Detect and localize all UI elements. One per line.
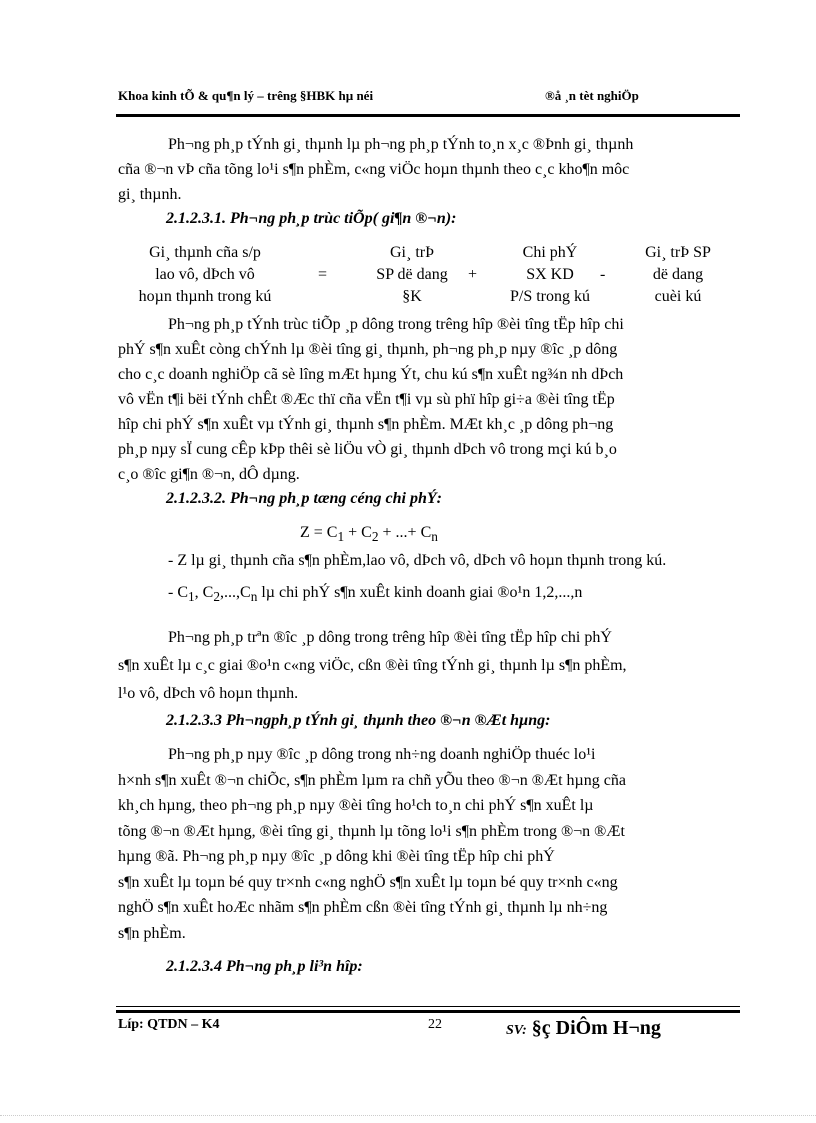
page-bottom-border — [0, 1115, 816, 1116]
heading-2-1-2-3-4: 2.1.2.3.4 Ph¬ng ph¸p li³n hîp: — [166, 958, 363, 975]
para3-line: s¶n xuÊt lµ c¸c giai ®o¹n c«ng viÖc, cßn ®èi tîng tÝnh gi¸ thµnh lµ s¶n phÈm, — [118, 657, 627, 674]
para2-line: hîp chi phÝ s¶n xuÊt vµ tÝnh gi¸ thµnh s¶n phÈm. MÆt kh¸c ¸p dông ph¬ng — [118, 416, 614, 433]
para4-line: h×nh s¶n xuÊt ®¬n chiÕc, s¶n phÈm lµm ra chñ yÕu theo ®¬n ®Æt hµng cña — [118, 771, 626, 789]
para4-line: s¶n phÈm. — [118, 924, 186, 942]
para4-line: s¶n xuÊt lµ toµn bé quy tr×nh c«ng nghÖ s¶n xuÊt lµ toµn bé quy tr×nh c«ng — [118, 873, 618, 891]
para4-line: kh¸ch hµng, theo ph¬ng ph¸p nµy ®èi tîng ho¹ch to¸n chi phÝ s¶n xuÊt lµ — [118, 797, 594, 814]
formula-text: SP dë dang — [376, 266, 448, 283]
formula-sub: 1 — [337, 529, 345, 545]
formula-text: cuèi kú — [654, 288, 702, 305]
para2-line: Ph¬ng ph¸p tÝnh trùc tiÕp ¸p dông trong trêng hîp ®èi tîng tËp hîp chi — [168, 316, 624, 333]
formula-text: lao vô, dÞch vô — [155, 266, 255, 283]
formula-total-cost — [300, 522, 500, 548]
para4-line: nghÖ s¶n xuÊt hoÆc nhãm s¶n phÈm cßn ®èi tîng tÝnh gi¸ thµnh lµ nh÷ng — [118, 899, 608, 916]
para2-line: phÝ s¶n xuÊt còng chÝnh lµ ®èi tîng gi¸ thµnh, ph¬ng ph¸p nµy ®îc ¸p dông — [118, 341, 618, 358]
formula-text: SX KD — [526, 266, 574, 283]
para2-line: c¸o ®îc gi¶n ®¬n, dÔ dµng. — [118, 466, 300, 483]
heading-2-1-2-3-3: 2.1.2.3.3 Ph¬ngph¸p tÝnh gi¸ thµnh theo ®¬n ®Æt hµng: — [166, 712, 551, 729]
footer-class: Líp: QTDN – K4 — [118, 1017, 220, 1032]
bullet-sub: 2 — [213, 589, 221, 605]
formula-text: Chi phÝ — [522, 244, 578, 261]
header-rule — [116, 114, 740, 117]
bullet-text: lµ chi phÝ s¶n xuÊt kinh doanh giai ®o¹n 1,2,...,n — [257, 584, 583, 601]
bullet-text: , C — [194, 584, 214, 601]
bullet-sub: 1 — [188, 589, 195, 605]
paragraph-4 — [118, 742, 740, 946]
bullet-c-definition — [168, 584, 582, 605]
formula-direct-method — [130, 242, 750, 312]
para1-line: cña ®¬n vÞ cña tõng lo¹i s¶n phÈm, c«ng viÖc hoµn thµnh theo c¸c kho¶n môc — [118, 161, 630, 178]
para2-line: cho c¸c doanh nghiÖp cã sè lîng mÆt hµng Ýt, chu kú s¶n xuÊt ng¾n nh dÞch — [118, 366, 624, 383]
para4-line: hµng ®ã. Ph¬ng ph¸p nµy ®îc ¸p dông khi ®èi tîng tËp hîp chi phÝ — [118, 848, 555, 865]
formula-op-equals: = — [318, 266, 328, 283]
bullet-text: - C — [168, 584, 188, 601]
paragraph-3 — [118, 624, 740, 708]
para2-line: ph¸p nµy sÏ cung cÊp kÞp thêi sè liÖu vÒ gi¸ thµnh dÞch vô trong mçi kú b¸o — [118, 441, 617, 458]
paragraph-2 — [118, 312, 740, 487]
para4-line: Ph¬ng ph¸p nµy ®îc ¸p dông trong nh÷ng doanh nghiÖp thuéc lo¹i — [168, 746, 596, 763]
header-right: ®å ¸n tèt nghiÖp — [545, 88, 639, 103]
formula-text: Z = C — [300, 524, 338, 541]
formula-text: + ...+ C — [378, 524, 432, 541]
paragraph-1 — [118, 132, 740, 207]
formula-text: §K — [402, 288, 422, 305]
bullet-z-definition: - Z lµ gi¸ thµnh cña s¶n phÈm,lao vô, dÞch vô, dÞch vô hoµn thµnh trong kú. — [168, 552, 667, 569]
formula-sub: 2 — [371, 529, 379, 545]
formula-text: + C — [344, 524, 372, 541]
heading-2-1-2-3-2: 2.1.2.3.2. Ph¬ng ph¸p tæng céng chi phÝ: — [166, 490, 442, 507]
para4-line: tõng ®¬n ®Æt hµng, ®èi tîng gi¸ thµnh lµ tõng lo¹i s¶n phÈm trong ®¬n ®Æt — [118, 822, 625, 840]
header-left: Khoa kinh tÕ & qu¶n lý – trêng §HBK hµ néi — [118, 88, 374, 103]
heading-2-1-2-3-1: 2.1.2.3.1. Ph¬ng ph¸p trùc tiÕp( gi¶n ®¬n): — [166, 210, 457, 227]
footer-sv-name: §ç DiÔm H¬ng — [526, 1017, 661, 1039]
para3-line: l¹o vô, dÞch vô hoµn thµnh. — [118, 685, 299, 702]
footer-student — [506, 1017, 661, 1040]
formula-text: Gi¸ trÞ — [390, 244, 434, 261]
para3-line: Ph¬ng ph¸p trªn ®îc ¸p dông trong trêng hîp ®èi tîng tËp hîp chi phÝ — [168, 629, 612, 646]
formula-term-wip-end — [626, 242, 730, 308]
para1-line: Ph¬ng ph¸p tÝnh gi¸ thµnh lµ ph¬ng ph¸p tÝnh to¸n x¸c ®Þnh gi¸ thµnh — [168, 136, 634, 153]
formula-text: hoµn thµnh trong kú — [138, 288, 272, 305]
para1-line: gi¸ thµnh. — [118, 186, 182, 203]
formula-op-plus: + — [468, 266, 478, 283]
page-number: 22 — [428, 1017, 442, 1032]
bullet-sub: n — [250, 589, 258, 605]
formula-term-period-cost — [490, 242, 610, 308]
footer-rule-thick — [116, 1010, 740, 1013]
footer-sv-label: SV: — [506, 1023, 527, 1038]
formula-op-minus: - — [600, 266, 606, 283]
bullet-text: ,...,C — [220, 584, 251, 601]
formula-text: Gi¸ thµnh cña s/p — [149, 244, 261, 261]
formula-text: Gi¸ trÞ SP — [645, 244, 711, 261]
para2-line: vô vËn t¶i bëi tÝnh chÊt ®Æc thï cña vËn t¶i vµ sù phï hîp gi÷a ®èi tîng tËp — [118, 391, 615, 408]
formula-text: P/S trong kú — [509, 288, 590, 305]
formula-term-cost — [130, 242, 280, 308]
formula-sub: n — [431, 529, 438, 545]
formula-term-wip-start — [352, 242, 472, 308]
footer-rule-thin — [116, 1006, 740, 1007]
formula-text: dë dang — [652, 266, 704, 283]
